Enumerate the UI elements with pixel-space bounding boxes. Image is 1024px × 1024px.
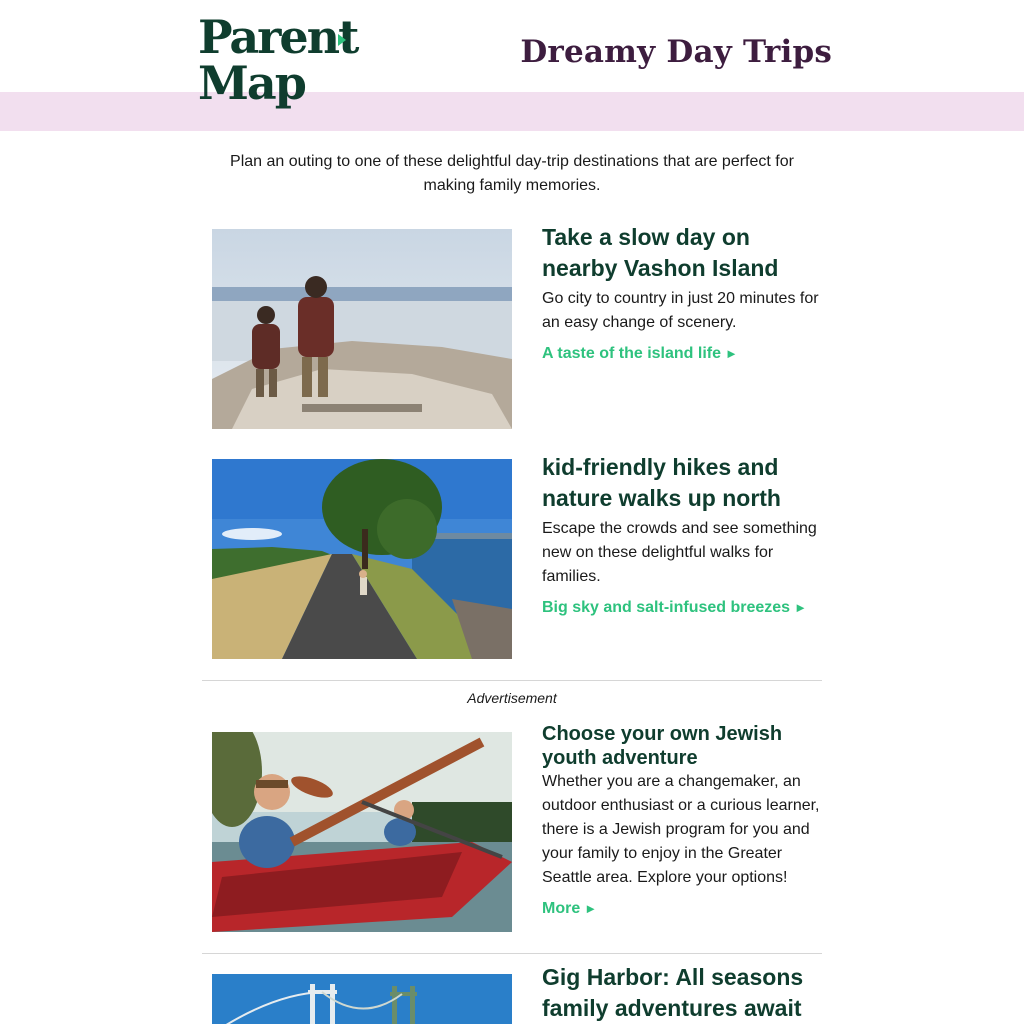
- newsletter-title: Dreamy Day Trips: [520, 34, 832, 70]
- link-label: A taste of the island life: [542, 345, 721, 362]
- logo-line-2: Map: [198, 56, 305, 110]
- article-text: [542, 962, 824, 1024]
- article-desc: Whether you are a changemaker, an outdoor enthusiast or a curious learner, there is a Jewish program for you and your family to enjoy in the Greater Seattle area. Explore your options!: [542, 773, 820, 886]
- divider: [202, 680, 822, 681]
- logo-arrow-icon: [338, 34, 346, 46]
- bridge-photo[interactable]: [212, 974, 512, 1024]
- article-title[interactable]: Choose your own Jewish youth adventure: [542, 723, 783, 769]
- intro-text: Plan an outing to one of these delightful day-trip destinations that are perfect for making family memories.: [230, 153, 794, 194]
- article-link[interactable]: [542, 345, 738, 363]
- article-desc: Escape the crowds and see something new on these delightful walks for families.: [542, 520, 817, 585]
- article-link[interactable]: [542, 900, 597, 918]
- article-text: [542, 222, 824, 363]
- header-band: [0, 92, 1024, 131]
- article-text: [542, 452, 824, 617]
- article-title[interactable]: Gig Harbor: All seasons family adventures await: [542, 964, 804, 1021]
- article-desc: Go city to country in just 20 minutes for an easy change of scenery.: [542, 290, 819, 331]
- vashon-photo[interactable]: [212, 229, 512, 429]
- link-label: Big sky and salt-infused breezes: [542, 599, 791, 616]
- hikes-photo[interactable]: [212, 459, 512, 659]
- play-arrow-icon: ►: [584, 901, 598, 916]
- parentmap-logo[interactable]: [198, 10, 358, 124]
- logo-line-1: Parent: [198, 10, 358, 64]
- play-arrow-icon: ►: [794, 600, 807, 615]
- article-text: [542, 722, 824, 918]
- play-arrow-icon: ►: [725, 346, 738, 361]
- article-card-hikes: [212, 452, 824, 662]
- divider: [202, 953, 822, 954]
- kayak-photo[interactable]: [212, 732, 512, 932]
- article-card-gig-harbor: [212, 962, 824, 1024]
- advertisement-label: Advertisement: [467, 690, 557, 706]
- article-card-jewish-youth: [212, 722, 824, 937]
- article-title[interactable]: kid-friendly hikes and nature walks up north: [542, 454, 781, 511]
- article-card-vashon: [212, 222, 824, 432]
- article-title[interactable]: Take a slow day on nearby Vashon Island: [542, 224, 779, 281]
- link-label: More: [542, 900, 581, 917]
- article-link[interactable]: [542, 599, 807, 617]
